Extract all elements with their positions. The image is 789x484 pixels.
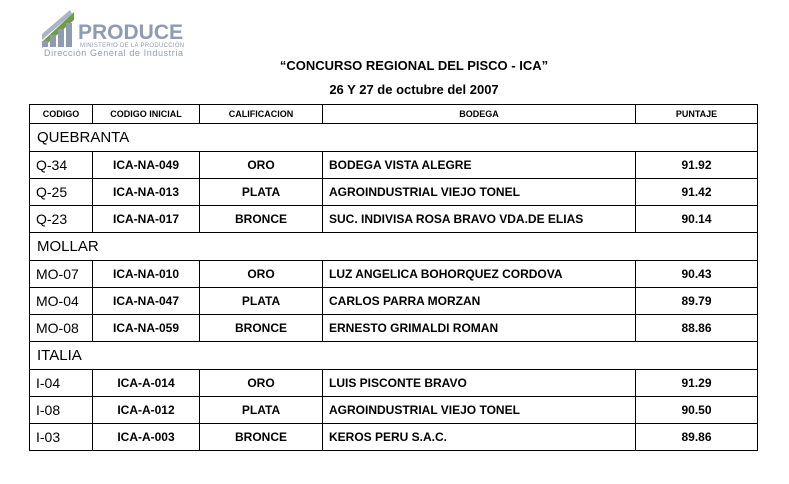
cell-puntaje: 88.86 [636,315,758,342]
cell-calificacion: ORO [200,370,323,397]
cell-calificacion: BRONCE [200,424,323,451]
category-name: QUEBRANTA [30,124,758,152]
cell-codigo-inicial: ICA-A-003 [93,424,200,451]
cell-puntaje: 91.92 [636,152,758,179]
cell-calificacion: ORO [200,261,323,288]
cell-bodega: CARLOS PARRA MORZAN [323,288,636,315]
cell-calificacion: BRONCE [200,206,323,233]
page-title: “CONCURSO REGIONAL DEL PISCO - ICA” [279,58,549,73]
cell-codigo: I-08 [30,397,93,424]
cell-codigo-inicial: ICA-A-014 [93,370,200,397]
table-header-row [30,105,758,124]
cell-bodega: LUZ ANGELICA BOHORQUEZ CORDOVA [323,261,636,288]
cell-codigo-inicial: ICA-NA-013 [93,179,200,206]
cell-bodega: ERNESTO GRIMALDI ROMAN [323,315,636,342]
page-subtitle: 26 Y 27 de octubre del 2007 [329,82,499,97]
logo-ministry: MINISTERIO DE LA PRODUCCIÓN [80,43,185,49]
cell-bodega: KEROS PERU S.A.C. [323,424,636,451]
cell-calificacion: PLATA [200,179,323,206]
produce-logo [40,8,200,60]
table-row [30,179,758,206]
header-calificacion: CALIFICACION [200,105,323,124]
cell-puntaje: 90.14 [636,206,758,233]
cell-codigo: MO-08 [30,315,93,342]
cell-bodega: BODEGA VISTA ALEGRE [323,152,636,179]
cell-codigo-inicial: ICA-NA-010 [93,261,200,288]
table-row [30,424,758,451]
table-row [30,315,758,342]
cell-bodega: AGROINDUSTRIAL VIEJO TONEL [323,179,636,206]
logo-wordmark: PRODUCE [78,21,184,44]
cell-puntaje: 89.86 [636,424,758,451]
cell-codigo: Q-25 [30,179,93,206]
cell-puntaje: 91.42 [636,179,758,206]
header-codigo-inicial: CODIGO INICIAL [93,105,200,124]
cell-puntaje: 90.50 [636,397,758,424]
cell-bodega: AGROINDUSTRIAL VIEJO TONEL [323,397,636,424]
cell-codigo: I-03 [30,424,93,451]
cell-calificacion: PLATA [200,397,323,424]
category-name: ITALIA [30,342,758,370]
category-row [30,342,758,370]
header-bodega: BODEGA [323,105,636,124]
cell-codigo: MO-07 [30,261,93,288]
cell-codigo: Q-23 [30,206,93,233]
cell-codigo-inicial: ICA-A-012 [93,397,200,424]
category-row [30,124,758,152]
table-row [30,397,758,424]
category-name: MOLLAR [30,233,758,261]
cell-codigo: MO-04 [30,288,93,315]
cell-puntaje: 91.29 [636,370,758,397]
cell-codigo-inicial: ICA-NA-047 [93,288,200,315]
category-row [30,233,758,261]
produce-logo-icon [40,8,80,48]
table-row [30,370,758,397]
cell-codigo-inicial: ICA-NA-059 [93,315,200,342]
cell-calificacion: ORO [200,152,323,179]
cell-bodega: SUC. INDIVISA ROSA BRAVO VDA.DE ELIAS [323,206,636,233]
cell-codigo: Q-34 [30,152,93,179]
cell-codigo-inicial: ICA-NA-049 [93,152,200,179]
cell-codigo-inicial: ICA-NA-017 [93,206,200,233]
table-row [30,152,758,179]
table-row [30,261,758,288]
cell-calificacion: BRONCE [200,315,323,342]
cell-puntaje: 89.79 [636,288,758,315]
cell-puntaje: 90.43 [636,261,758,288]
table-row [30,206,758,233]
results-table [29,104,758,451]
table-row [30,288,758,315]
logo-subtitle: Dirección General de Industria [44,48,184,58]
cell-calificacion: PLATA [200,288,323,315]
cell-bodega: LUIS PISCONTE BRAVO [323,370,636,397]
header-puntaje: PUNTAJE [636,105,758,124]
header-codigo: CODIGO [30,105,93,124]
cell-codigo: I-04 [30,370,93,397]
